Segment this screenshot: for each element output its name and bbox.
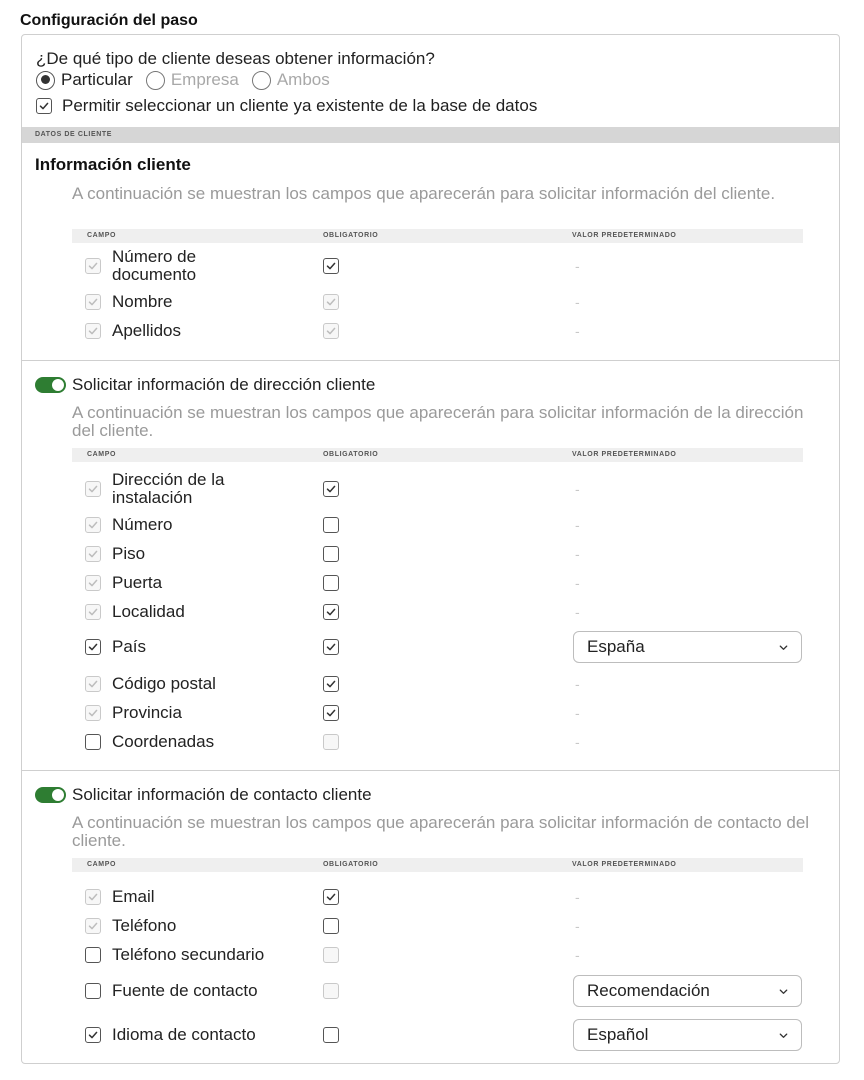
checkmark-icon — [88, 892, 98, 902]
show-field-checkbox — [85, 517, 101, 533]
checkmark-icon — [39, 101, 49, 111]
allow-existing-client-row — [36, 96, 537, 116]
checkmark-icon — [88, 708, 98, 718]
field-label: Coordenadas — [112, 732, 215, 751]
field-label: Teléfono — [112, 916, 177, 935]
field-label: Provincia — [112, 703, 182, 722]
required-checkbox[interactable] — [323, 575, 339, 591]
field-row-numero-de-documento — [72, 247, 803, 285]
checkmark-icon — [326, 484, 336, 494]
radio-unselected-icon — [146, 71, 165, 90]
field-label: Puerta — [112, 573, 163, 592]
show-field-checkbox[interactable] — [85, 639, 101, 655]
required-checkbox — [323, 983, 339, 999]
header-required: OBLIGATORIO — [323, 451, 379, 458]
field-label: Fuente de contacto — [112, 981, 258, 1000]
client-type-question: ¿De qué tipo de cliente deseas obtener información? — [36, 49, 435, 68]
header-field: CAMPO — [87, 232, 117, 239]
default-value-empty: - — [575, 947, 580, 963]
field-row-telefono — [72, 912, 803, 940]
default-value-empty: - — [575, 734, 580, 750]
field-row-fuente-de-contacto — [72, 970, 803, 1012]
show-field-checkbox[interactable] — [85, 1027, 101, 1043]
radio-ambos[interactable] — [252, 70, 330, 90]
address-toggle-row — [35, 375, 375, 395]
section-title: Solicitar información de contacto cliente — [72, 785, 372, 804]
field-label: País — [112, 637, 147, 656]
checkmark-icon — [326, 297, 336, 307]
required-checkbox[interactable] — [323, 705, 339, 721]
required-checkbox[interactable] — [323, 546, 339, 562]
field-label: Número de documento — [112, 247, 197, 284]
show-field-checkbox — [85, 481, 101, 497]
radio-particular[interactable] — [36, 70, 133, 90]
default-value-empty: - — [575, 889, 580, 905]
required-checkbox[interactable] — [323, 517, 339, 533]
table-header — [72, 229, 803, 243]
default-value-empty: - — [575, 481, 580, 497]
checkmark-icon — [326, 892, 336, 902]
show-field-checkbox[interactable] — [85, 947, 101, 963]
field-label: Apellidos — [112, 321, 181, 340]
field-label: Localidad — [112, 602, 185, 621]
radio-unselected-icon — [252, 71, 271, 90]
required-checkbox[interactable] — [323, 639, 339, 655]
checkmark-icon — [88, 921, 98, 931]
checkmark-icon — [326, 261, 336, 271]
default-value-empty: - — [575, 517, 580, 533]
required-checkbox[interactable] — [323, 258, 339, 274]
contact-toggle-switch[interactable] — [35, 787, 66, 803]
show-field-checkbox[interactable] — [85, 983, 101, 999]
show-field-checkbox — [85, 889, 101, 905]
section-description: A continuación se muestran los campos que aparecerán para solicitar información del cliente. — [72, 184, 776, 203]
radio-selected-icon — [36, 71, 55, 90]
field-row-pais — [72, 627, 803, 667]
required-checkbox — [323, 294, 339, 310]
field-label: Teléfono secundario — [112, 945, 265, 964]
checkmark-icon — [326, 326, 336, 336]
select-value: Recomendación — [587, 981, 710, 1000]
section-bar-client-data: DATOS DE CLIENTE — [22, 127, 839, 143]
required-checkbox[interactable] — [323, 481, 339, 497]
checkmark-icon — [88, 549, 98, 559]
show-field-checkbox — [85, 604, 101, 620]
show-field-checkbox — [85, 258, 101, 274]
allow-existing-label: Permitir seleccionar un cliente ya existente de la base de datos — [62, 96, 538, 115]
field-label: Email — [112, 887, 155, 906]
header-required: OBLIGATORIO — [323, 232, 379, 239]
field-label: Número — [112, 515, 173, 534]
checkmark-icon — [88, 1030, 98, 1040]
page-title: Configuración del paso — [20, 12, 198, 29]
show-field-checkbox — [85, 676, 101, 692]
contact-toggle-row — [35, 785, 372, 805]
section-title: Solicitar información de dirección cliente — [72, 375, 376, 394]
field-row-nombre — [72, 288, 803, 316]
header-field: CAMPO — [87, 451, 117, 458]
field-label: Piso — [112, 544, 146, 563]
allow-existing-checkbox[interactable] — [36, 98, 52, 114]
checkmark-icon — [88, 484, 98, 494]
client-type-radio-group — [36, 70, 343, 90]
header-field: CAMPO — [87, 861, 117, 868]
required-checkbox[interactable] — [323, 676, 339, 692]
field-row-apellidos — [72, 317, 803, 345]
chevron-down-icon — [778, 642, 789, 653]
show-field-checkbox[interactable] — [85, 734, 101, 750]
show-field-checkbox — [85, 705, 101, 721]
default-value-select[interactable] — [573, 975, 802, 1007]
section-title: Información cliente — [35, 155, 191, 174]
header-required: OBLIGATORIO — [323, 861, 379, 868]
radio-ambos-label: Ambos — [276, 70, 330, 89]
radio-empresa-label: Empresa — [170, 70, 239, 89]
field-row-email — [72, 883, 803, 911]
required-checkbox[interactable] — [323, 918, 339, 934]
checkmark-icon — [88, 578, 98, 588]
radio-empresa[interactable] — [146, 70, 239, 90]
address-toggle-switch[interactable] — [35, 377, 66, 393]
field-row-idioma-de-contacto — [72, 1014, 803, 1056]
chevron-down-icon — [778, 986, 789, 997]
checkmark-icon — [88, 297, 98, 307]
default-value-empty: - — [575, 676, 580, 692]
show-field-checkbox — [85, 575, 101, 591]
checkmark-icon — [326, 607, 336, 617]
table-header — [72, 448, 803, 462]
default-value-empty: - — [575, 258, 580, 274]
field-row-codigo-postal — [72, 670, 803, 698]
default-value-empty: - — [575, 575, 580, 591]
radio-particular-label: Particular — [61, 70, 133, 89]
checkmark-icon — [88, 261, 98, 271]
required-checkbox — [323, 734, 339, 750]
header-default: VALOR PREDETERMINADO — [572, 861, 677, 868]
default-value-select[interactable] — [573, 631, 802, 663]
default-value-empty: - — [575, 604, 580, 620]
table-header — [72, 858, 803, 872]
field-label: Código postal — [112, 674, 216, 693]
checkmark-icon — [326, 708, 336, 718]
section-client-info — [22, 143, 839, 360]
select-value: España — [587, 637, 645, 656]
section-contact — [22, 770, 839, 1064]
chevron-down-icon — [778, 1030, 789, 1041]
default-value-empty: - — [575, 705, 580, 721]
field-row-localidad — [72, 598, 803, 626]
checkmark-icon — [88, 607, 98, 617]
field-row-direccion-de-la-instalacion — [72, 469, 803, 509]
field-row-piso — [72, 540, 803, 568]
field-label: Nombre — [112, 292, 173, 311]
show-field-checkbox — [85, 323, 101, 339]
header-default: VALOR PREDETERMINADO — [572, 451, 677, 458]
header-default: VALOR PREDETERMINADO — [572, 232, 677, 239]
checkmark-icon — [326, 679, 336, 689]
default-value-select[interactable] — [573, 1019, 802, 1051]
checkmark-icon — [88, 520, 98, 530]
required-checkbox[interactable] — [323, 889, 339, 905]
required-checkbox[interactable] — [323, 604, 339, 620]
section-description: A continuación se muestran los campos que aparecerán para solicitar información de contacto del cliente. — [72, 813, 810, 850]
section-address — [22, 360, 839, 770]
field-row-puerta — [72, 569, 803, 597]
default-value-empty: - — [575, 294, 580, 310]
required-checkbox[interactable] — [323, 1027, 339, 1043]
checkmark-icon — [88, 679, 98, 689]
show-field-checkbox — [85, 294, 101, 310]
show-field-checkbox — [85, 546, 101, 562]
section-description: A continuación se muestran los campos que aparecerán para solicitar información de la dirección del cliente. — [72, 403, 804, 440]
checkmark-icon — [326, 642, 336, 652]
default-value-empty: - — [575, 918, 580, 934]
default-value-empty: - — [575, 546, 580, 562]
field-row-telefono-secundario — [72, 941, 803, 969]
field-label: Idioma de contacto — [112, 1025, 256, 1044]
field-label: Dirección de la instalación — [112, 470, 225, 507]
select-value: Español — [587, 1025, 649, 1044]
step-config-panel — [21, 34, 840, 1064]
checkmark-icon — [88, 326, 98, 336]
field-row-coordenadas — [72, 728, 803, 756]
show-field-checkbox — [85, 918, 101, 934]
field-row-numero — [72, 511, 803, 539]
required-checkbox — [323, 323, 339, 339]
field-row-provincia — [72, 699, 803, 727]
required-checkbox — [323, 947, 339, 963]
default-value-empty: - — [575, 323, 580, 339]
checkmark-icon — [88, 642, 98, 652]
